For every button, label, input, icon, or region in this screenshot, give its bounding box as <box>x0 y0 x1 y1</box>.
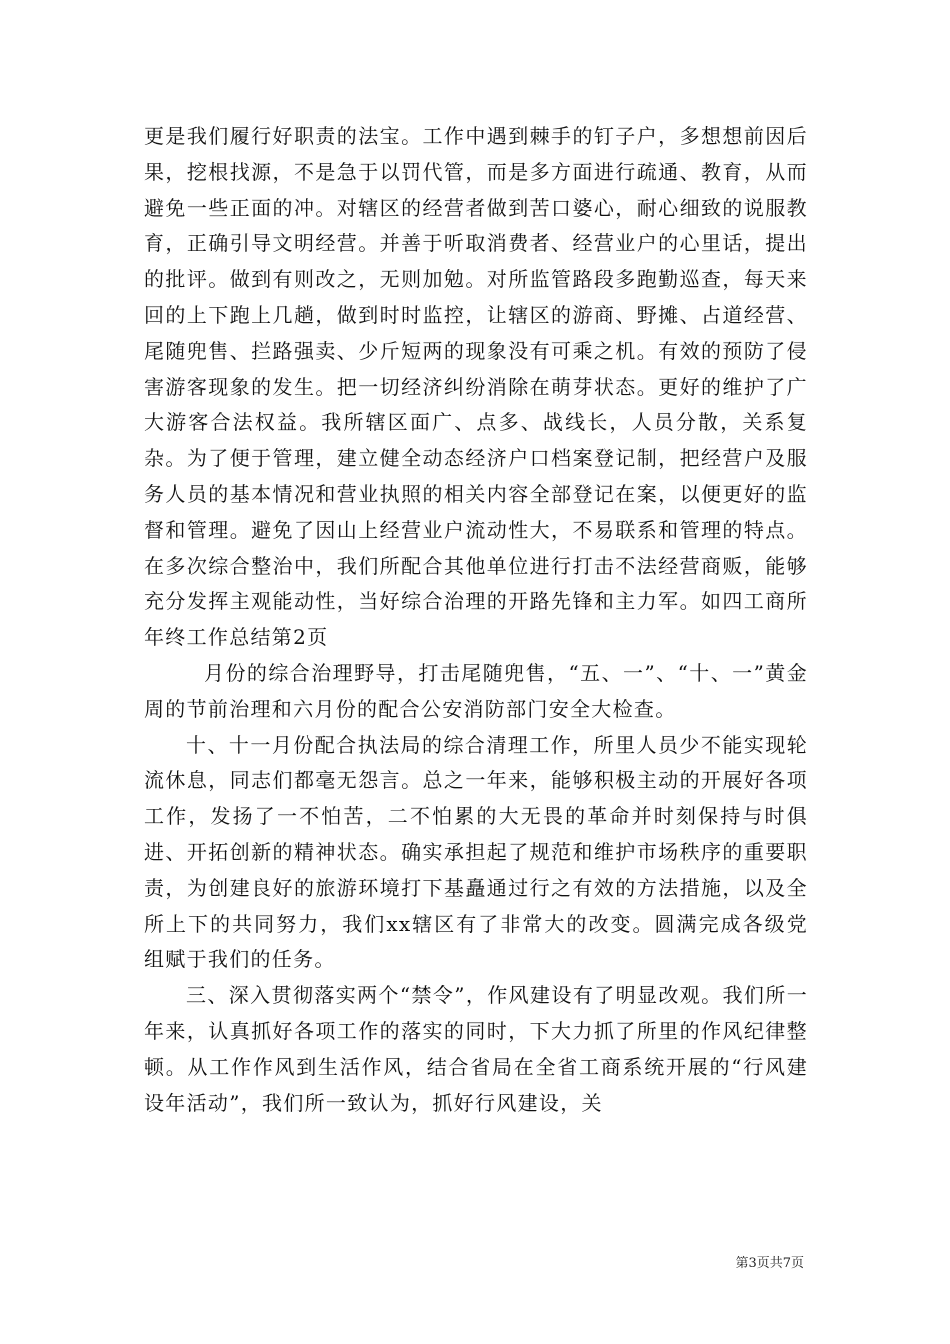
paragraph-1: 更是我们履行好职责的法宝。工作中遇到棘手的钉子户，多想想前因后果，挖根找源，不是急于以罚代管，而是多方面进行疏通、教育，从而避免一些正面的冲。对辖区的经营者做到苦口婆心，耐心细致的说服教育，正确引导文明经营。并善于听取消费者、经营业户的心里话，提出的批评。做到有则改之，无则加勉。对所监管路段多跑勤巡查，每天来回的上下跑上几趟，做到时时监控，让辖区的游商、野摊、占道经营、尾随兜售、拦路强卖、少斤短两的现象没有可乘之机。有效的预防了侵害游客现象的发生。把一切经济纠纷消除在萌芽状态。更好的维护了广大游客合法权益。我所辖区面广、点多、战线长，人员分散，关系复杂。为了便于管理，建立健全动态经济户口档案登记制，把经营户及服务人员的基本情况和营业执照的相关内容全部登记在案，以便更好的监督和管理。避免了因山上经营业户流动性大，不易联系和管理的特点。在多次综合整治中，我们所配合其他单位进行打击不法经营商贩，能够充分发挥主观能动性，当好综合治理的开路先锋和主力军。如四工商所年终工作总结第2页 <box>144 124 808 650</box>
paragraph-3: 十、十一月份配合执法局的综合清理工作，所里人员少不能实现轮流休息，同志们都毫无怨言。总之一年来，能够积极主动的开展好各项工作，发扬了一不怕苦，二不怕累的大无畏的革命并时刻保持与时俱进、开拓创新的精神状态。确实承担起了规范和维护市场秩序的重要职责，为创建良好的旅游环境打下基矗通过行之有效的方法措施，以及全所上下的共同努力，我们xx辖区有了非常大的改变。圆满完成各级党组赋于我们的任务。 <box>144 732 808 972</box>
document-body <box>144 119 808 1121</box>
paragraph-2: 月份的综合治理野导，打击尾随兜售，“五、一”、“十、一”黄金周的节前治理和六月份的配合公安消防部门安全大检查。 <box>144 660 808 721</box>
page-number: 第3页共7页 <box>735 1256 804 1271</box>
paragraph-4: 三、深入贯彻落实两个“禁令”，作风建设有了明显改观。我们所一年来，认真抓好各项工作的落实的同时，下大力抓了所里的作风纪律整顿。从工作作风到生活作风，结合省局在全省工商系统开展的“行风建设年活动”，我们所一致认为，抓好行风建设，关 <box>144 983 808 1115</box>
